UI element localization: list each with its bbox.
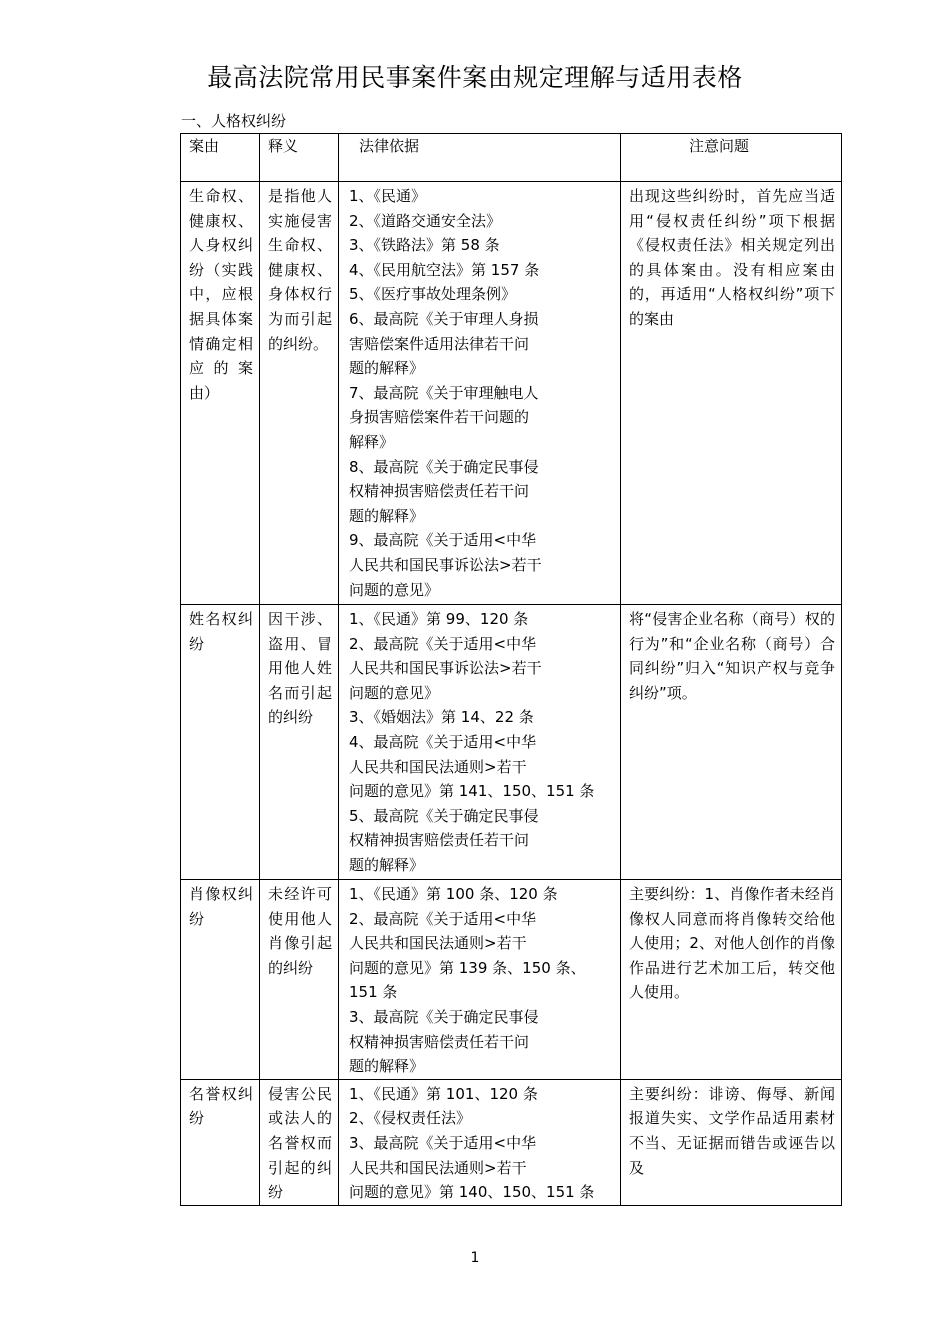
legal-basis-cell bbox=[339, 605, 621, 880]
basis-line: 3、最高院《关于确定民事侵 bbox=[349, 1007, 539, 1026]
page-number: 1 bbox=[470, 1250, 480, 1266]
notes-cell: 主要纠纷：1、肖像作者未经肖像权人同意而将肖像转交给他人使用；2、对他人创作的肖像作品进行艺术加工后，转交他人使用。 bbox=[621, 880, 842, 1080]
section-heading: 一、人格权纠纷 bbox=[181, 112, 287, 130]
meaning-cell: 是指他人实施侵害生命权、健康权、身体权行为而引起的纠纷。 bbox=[260, 182, 339, 605]
cause-table bbox=[180, 133, 842, 1206]
header-legal-basis: 法律依据 bbox=[339, 134, 621, 182]
header-meaning: 释义 bbox=[260, 134, 339, 182]
basis-line: 权精神损害赔偿责任若干问 bbox=[349, 1032, 530, 1051]
basis-line: 2、最高院《关于适用<中华 bbox=[349, 634, 537, 653]
notes-cell: 将“侵害企业名称（商号）权的行为”和“企业名称（商号）合同纠纷”归入“知识产权与竞争纠纷”项。 bbox=[621, 605, 842, 880]
basis-line: 害赔偿案件适用法律若干问 bbox=[349, 334, 530, 353]
basis-line: 解释》 bbox=[349, 432, 395, 451]
document-title: 最高法院常用民事案件案由规定理解与适用表格 bbox=[207, 63, 743, 92]
cause-cell: 名誉权纠纷 bbox=[181, 1079, 260, 1205]
basis-line: 题的解释》 bbox=[349, 506, 425, 525]
basis-line: 5、《医疗事故处理条例》 bbox=[349, 285, 517, 304]
basis-line: 人民共和国民法通则>若干 bbox=[349, 934, 527, 953]
basis-line: 权精神损害赔偿责任若干问 bbox=[349, 482, 530, 501]
meaning-cell: 未经许可使用他人肖像引起的纠纷 bbox=[260, 880, 339, 1080]
basis-line: 7、最高院《关于审理触电人 bbox=[349, 383, 539, 402]
basis-line: 4、《民用航空法》第 157 条 bbox=[349, 260, 540, 279]
basis-line: 问题的意见》第 141、150、151 条 bbox=[349, 782, 595, 801]
basis-line: 4、最高院《关于适用<中华 bbox=[349, 732, 537, 751]
header-notes: 注意问题 bbox=[621, 134, 842, 182]
legal-basis-cell bbox=[339, 1079, 621, 1205]
basis-line: 问题的意见》第 139 条、150 条、 bbox=[349, 958, 586, 977]
basis-line: 问题的意见》 bbox=[349, 580, 440, 599]
table-row bbox=[181, 880, 842, 1080]
basis-line: 题的解释》 bbox=[349, 359, 425, 378]
basis-line: 8、最高院《关于确定民事侵 bbox=[349, 457, 539, 476]
basis-line: 权精神损害赔偿责任若干问 bbox=[349, 831, 530, 850]
notes-cell: 出现这些纠纷时，首先应当适用“侵权责任纠纷”项下根据《侵权责任法》相关规定列出的具体案由。没有相应案由的，再适用“人格权纠纷”项下的案由 bbox=[621, 182, 842, 605]
legal-basis-cell bbox=[339, 880, 621, 1080]
basis-line: 3、《婚姻法》第 14、22 条 bbox=[349, 708, 534, 727]
basis-line: 问题的意见》第 140、150、151 条 bbox=[349, 1183, 595, 1202]
basis-line: 题的解释》 bbox=[349, 1057, 425, 1076]
basis-line: 6、最高院《关于审理人身损 bbox=[349, 309, 539, 328]
basis-line: 3、《铁路法》第 58 条 bbox=[349, 236, 500, 255]
basis-line: 3、最高院《关于适用<中华 bbox=[349, 1133, 537, 1152]
table-row bbox=[181, 182, 842, 605]
cause-cell: 肖像权纠纷 bbox=[181, 880, 260, 1080]
meaning-cell: 因干涉、盗用、冒用他人姓名而引起的纠纷 bbox=[260, 605, 339, 880]
basis-line: 1、《民通》第 99、120 条 bbox=[349, 610, 529, 628]
basis-line: 题的解释》 bbox=[349, 855, 425, 874]
basis-line: 问题的意见》 bbox=[349, 683, 440, 702]
basis-line: 身损害赔偿案件若干问题的 bbox=[349, 408, 530, 427]
basis-line: 人民共和国民事诉讼法>若干 bbox=[349, 659, 542, 678]
table-row bbox=[181, 1079, 842, 1205]
basis-line: 1、《民通》第 100 条、120 条 bbox=[349, 885, 558, 903]
basis-line: 人民共和国民法通则>若干 bbox=[349, 1158, 527, 1177]
basis-line: 1、《民通》 bbox=[349, 187, 427, 205]
header-cause: 案由 bbox=[181, 134, 260, 182]
table-header-row bbox=[181, 134, 842, 182]
basis-line: 151 条 bbox=[349, 983, 398, 1002]
notes-cell: 主要纠纷：诽谤、侮辱、新闻报道失实、文学作品适用素材不当、无证据而错告或诬告以及 bbox=[621, 1079, 842, 1205]
meaning-cell: 侵害公民或法人的名誉权而引起的纠纷 bbox=[260, 1079, 339, 1205]
basis-line: 2、《侵权责任法》 bbox=[349, 1109, 472, 1128]
basis-line: 2、最高院《关于适用<中华 bbox=[349, 909, 537, 928]
cause-cell: 姓名权纠纷 bbox=[181, 605, 260, 880]
cause-cell: 生命权、健康权、人身权纠纷（实践中，应根据具体案情确定相应的案由） bbox=[181, 182, 260, 605]
basis-line: 1、《民通》第 101、120 条 bbox=[349, 1084, 538, 1103]
basis-line: 5、最高院《关于确定民事侵 bbox=[349, 806, 539, 825]
basis-line: 人民共和国民事诉讼法>若干 bbox=[349, 555, 542, 574]
basis-line: 人民共和国民法通则>若干 bbox=[349, 757, 527, 776]
basis-line: 9、最高院《关于适用<中华 bbox=[349, 531, 537, 550]
table-row bbox=[181, 605, 842, 880]
legal-basis-cell bbox=[339, 182, 621, 605]
basis-line: 2、《道路交通安全法》 bbox=[349, 211, 502, 230]
